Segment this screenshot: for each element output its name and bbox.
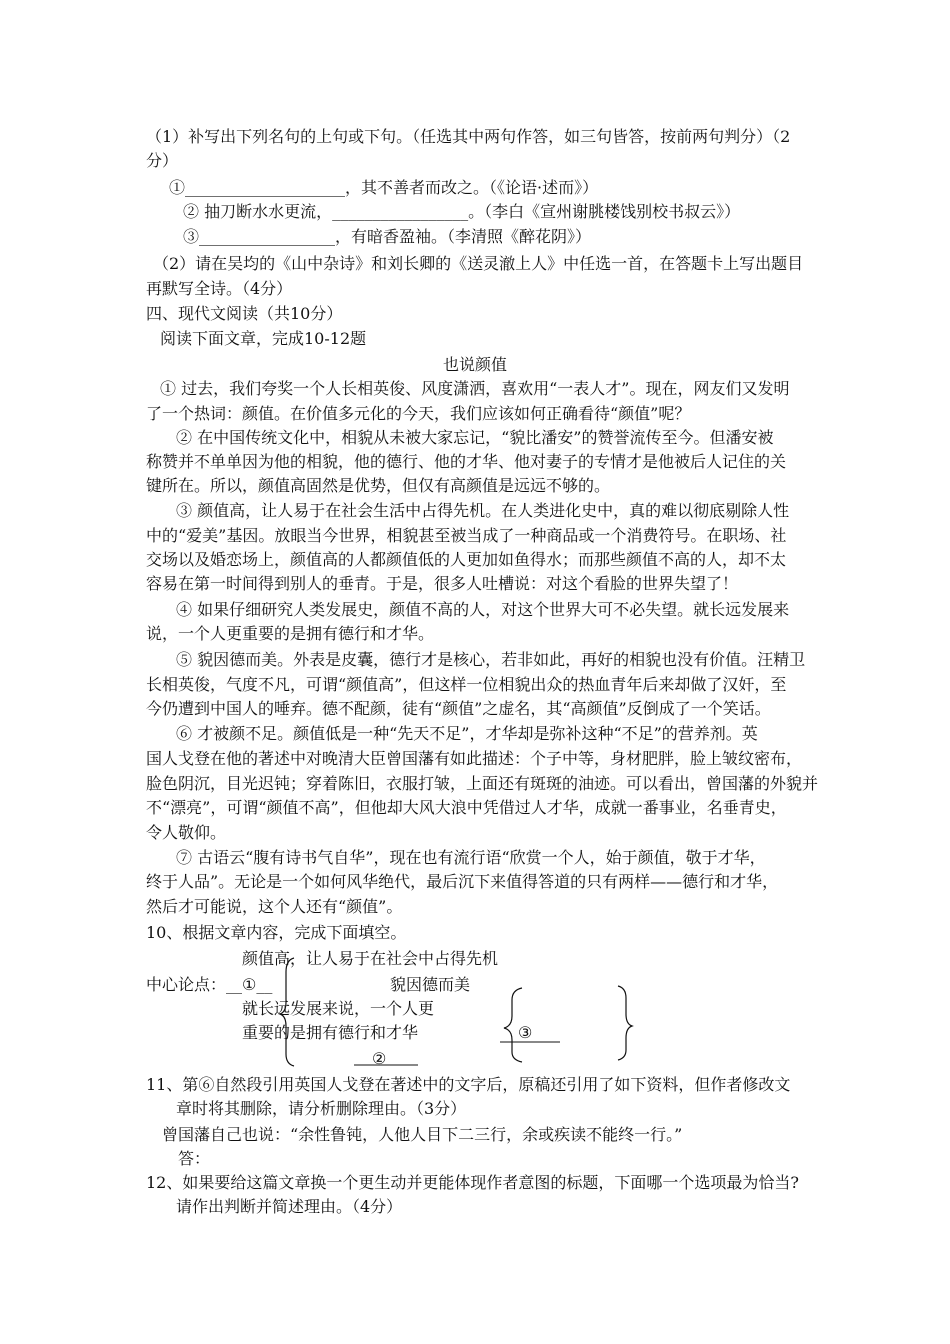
paragraph-line: 了一个热词：颜值。在价值多元化的今天，我们应该如何正确看待“颜值”呢？ xyxy=(146,404,691,423)
q10-blank-2: ② xyxy=(372,1049,387,1068)
paragraph-line: 交场以及婚恋场上，颜值高的人都颜值低的人更加如鱼得水；而那些颜值不高的人，却不太 xyxy=(146,550,787,569)
q2-instruction-line1: （2）请在吴均的《山中杂诗》和刘长卿的《送灵澈上人》中任选一首，在答题卡上写出题目 xyxy=(153,254,804,273)
paragraph-line: 键所在。所以，颜值高固然是优势，但仅有高颜值是远远不够的。 xyxy=(146,476,611,495)
q12-prompt-line1: 12、如果要给这篇文章换一个更生动并更能体现作者意图的标题，下面哪一个选项最为恰当? xyxy=(146,1173,799,1192)
fill-in-item-1: ①____________________，其不善者而改之。（《论语·述而》） xyxy=(169,178,599,197)
q10-blank-3: ③ xyxy=(518,1023,533,1042)
q1-instruction-line1: （1）补写出下列名句的上句或下句。（任选其中两句作答，如三句皆答，按前两句判分）（2 xyxy=(146,127,791,146)
q12-prompt-line2: 请作出判断并简述理由。（4分） xyxy=(176,1197,403,1216)
q10-central-label: 中心论点： xyxy=(146,975,227,994)
q10-prompt: 10、根据文章内容，完成下面填空。 xyxy=(146,923,407,942)
q11-prompt-line2: 章时将其删除，请分析删除理由。（3分） xyxy=(176,1099,467,1118)
q1-instruction-line2: 分） xyxy=(146,151,179,170)
paragraph-line: 容易在第一时间得到别人的垂青。于是，很多人吐槽说：对这个看脸的世界失望了！ xyxy=(146,574,739,593)
q10-blank-1: __①__ xyxy=(226,975,273,994)
paragraph-line: 今仍遭到中国人的唾弃。德不配颜，徒有“颜值”之虚名，其“高颜值”反倒成了一个笑话。 xyxy=(146,699,771,718)
paragraph-line: 长相英俊，气度不凡，可谓“颜值高”，但这样一位相貌出众的热血青年后来却做了汉奸，至 xyxy=(146,675,787,694)
article-title: 也说颜值 xyxy=(442,355,507,374)
section-heading: 四、现代文阅读（共10分） xyxy=(146,304,343,323)
reading-instruction: 阅读下面文章，完成10-12题 xyxy=(160,329,367,348)
paragraph-line: 说，一个人更重要的是拥有德行和才华。 xyxy=(146,624,435,643)
q11-prompt-line1: 11、第⑥自然段引用英国人戈登在著述中的文字后，原稿还引用了如下资料，但作者修改文 xyxy=(146,1075,791,1094)
q10-long-line-1: 就长远发展来说，一个人更 xyxy=(242,999,435,1018)
paragraph-line: ① 过去，我们夸奖一个人长相英俊、风度潇洒，喜欢用“一表人才”。现在，网友们又发明 xyxy=(160,379,790,398)
fill-in-item-2: ② 抽刀断水水更流，_________________。（李白《宣州谢朓楼饯别校书叔云》） xyxy=(183,202,741,221)
paragraph-line: 然后才可能说，这个人还有“颜值”。 xyxy=(146,897,403,916)
paragraph-line: 不“漂亮”，可谓“颜值不高”，但他却大风大浪中凭借过人才华，成就一番事业，名垂青史， xyxy=(146,798,787,817)
paragraph-line: 国人戈登在他的著述中对晚清大臣曾国藩有如此描述：个子中等，身材肥胖，脸上皱纹密布， xyxy=(146,749,803,768)
q10-top-text: 颜值高，让人易于在社会中占得先机 xyxy=(242,949,499,968)
paragraph-line: 令人敬仰。 xyxy=(146,823,227,842)
middle-brace xyxy=(504,988,522,1062)
left-brace xyxy=(280,958,294,1066)
q10-mid-text: 貌因德而美 xyxy=(390,975,471,994)
paragraph-line: ③ 颜值高，让人易于在社会生活中占得先机。在人类进化史中，真的难以彻底剔除人性 xyxy=(176,501,790,520)
paragraph-line: 脸色阴沉，目光迟钝；穿着陈旧，衣服打皱，上面还有斑斑的油迹。可以看出，曾国藩的外貌并 xyxy=(146,774,819,793)
q10-long-line-2: 重要的是拥有德行和才华 xyxy=(242,1023,419,1042)
fill-in-item-3: ③_________________，有暗香盈袖。（李清照《醉花阴》） xyxy=(183,227,592,246)
paragraph-line: 中的“爱美”基因。放眼当今世界，相貌甚至被当成了一种商品或一个消费符号。在职场、社 xyxy=(146,526,787,545)
paragraph-line: ② 在中国传统文化中，相貌从未被大家忘记，“貌比潘安”的赞誉流传至今。但潘安被 xyxy=(176,428,774,447)
right-brace xyxy=(618,986,632,1060)
paragraph-line: 终于人品”。无论是一个如何风华绝代，最后沉下来值得答道的只有两样——德行和才华， xyxy=(146,872,779,891)
paragraph-line: 称赞并不单单因为他的相貌，他的德行、他的才华、他对妻子的专情才是他被后人记住的关 xyxy=(146,452,787,471)
paragraph-line: ⑦ 古语云“腹有诗书气自华”，现在也有流行语“欣赏一个人，始于颜值，敬于才华， xyxy=(176,848,766,867)
q11-quote: 曾国藩自己也说：“余性鲁钝，人他人目下二三行，余或疾读不能终一行。” xyxy=(162,1125,683,1144)
paragraph-line: ⑤ 貌因德而美。外表是皮囊，德行才是核心，若非如此，再好的相貌也没有价值。汪精卫 xyxy=(176,650,806,669)
paragraph-line: ④ 如果仔细研究人类发展史，颜值不高的人，对这个世界大可不必失望。就长远发展来 xyxy=(176,600,790,619)
q11-answer-label: 答： xyxy=(178,1149,211,1168)
paragraph-line: ⑥ 才被颜不足。颜值低是一种“先天不足”，才华却是弥补这种“不足”的营养剂。英 xyxy=(176,724,758,743)
q2-instruction-line2: 再默写全诗。（4分） xyxy=(146,279,293,298)
